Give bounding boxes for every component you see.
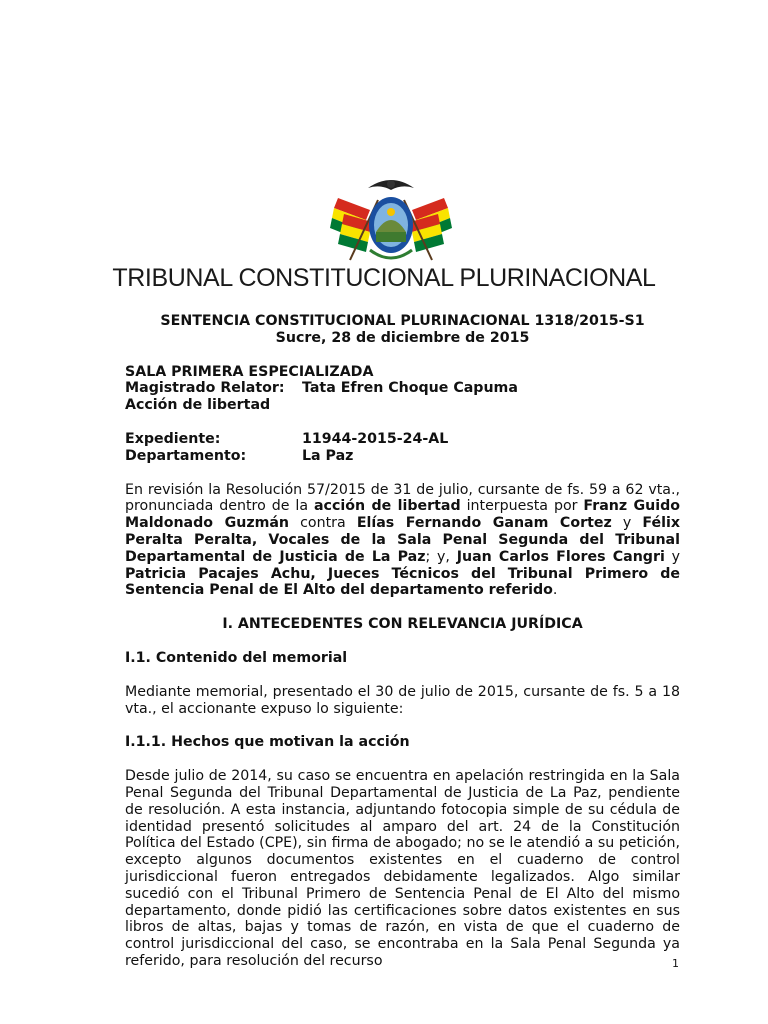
relator-value: Tata Efren Choque Capuma — [302, 380, 518, 397]
subsection-heading: I.1. Contenido del memorial — [125, 649, 348, 666]
bolivia-coat-of-arms-icon — [330, 170, 452, 270]
intro-text: . — [552, 582, 558, 599]
intro-bold: Patricia Pacajes Achu, Jueces Técnicos del Tribunal Primero de Sentencia Penal de El Alto del departamento referido — [125, 565, 680, 599]
subsection-heading: I.1.1. Hechos que motivan la acción — [125, 734, 410, 751]
page-number: 1 — [672, 957, 679, 970]
relator-row — [125, 380, 680, 397]
intro-bold: Franz Guido Maldonado Guzmán — [125, 498, 681, 532]
intro-bold: Juan Carlos Flores Cangri — [456, 548, 665, 565]
intro-bold: Félix Peralta Peralta, Vocales de la Sala Penal Segunda del Tribunal Departamental de Justicia de La Paz — [125, 515, 680, 565]
departamento-label: Departamento: — [125, 447, 247, 464]
relator-label: Magistrado Relator: — [125, 380, 285, 397]
expediente-value: 11944-2015-24-AL — [302, 430, 449, 447]
intro-bold: acción de libertad — [313, 498, 461, 515]
section-heading: I. ANTECEDENTES CON RELEVANCIA JURÍDICA — [222, 616, 583, 633]
intro-text: y — [611, 515, 643, 532]
intro-text: interpuesta por — [460, 498, 584, 515]
intro-text: ; y, — [425, 548, 457, 565]
sentence-date: Sucre, 28 de diciembre de 2015 — [275, 329, 530, 346]
document-body — [125, 313, 680, 970]
sala-label: SALA PRIMERA ESPECIALIZADA — [125, 363, 374, 380]
institution-title: TRIBUNAL CONSTITUCIONAL PLURINACIONAL — [112, 264, 656, 292]
sentence-title: SENTENCIA CONSTITUCIONAL PLURINACIONAL 1318/2015-S1 — [160, 313, 645, 329]
departamento-row — [125, 448, 680, 465]
intro-text: y — [664, 548, 680, 565]
action-type: Acción de libertad — [125, 397, 271, 414]
intro-bold: Elías Fernando Ganam Cortez — [356, 515, 612, 532]
departamento-value: La Paz — [302, 447, 354, 464]
expediente-row — [125, 431, 680, 448]
intro-paragraph — [125, 482, 680, 600]
intro-text: contra — [289, 515, 357, 532]
subsection-paragraph: Mediante memorial, presentado el 30 de julio de 2015, cursante de fs. 5 a 18 vta., el accionante expuso lo siguiente: — [125, 683, 680, 717]
intro-text: En revisión la Resolución 57/2015 de 31 de julio, cursante de fs. 59 a 62 vta., pronunciada dentro de la — [125, 481, 680, 515]
facts-paragraph: Desde julio de 2014, su caso se encuentra en apelación restringida en la Sala Penal Segunda del Tribunal Departamental de Justicia de La Paz, pendiente de resolución. A esta instancia, adjuntando fotocopia simple de su cédula de identidad presentó solicitudes al amparo del art. 24 de la Constitución Política del Estado (CPE), sin firma de abogado; no se le atendió a su petición, excepto algunos documentos existentes en el cuaderno de control jurisdiccional fueron entregados debidamente legalizados. Algo similar sucedió con el Tribunal Primero de Sentencia Penal de El Alto del mismo departamento, donde pidió las certificaciones sobre datos existentes en sus libros de altas, bajas y tomas de razón, en vista de que el cuaderno de control jurisdiccional del caso, se encontraba en la Sala Penal Segunda ya referido, para resolución del recurso — [125, 768, 680, 969]
expediente-label: Expediente: — [125, 430, 221, 447]
